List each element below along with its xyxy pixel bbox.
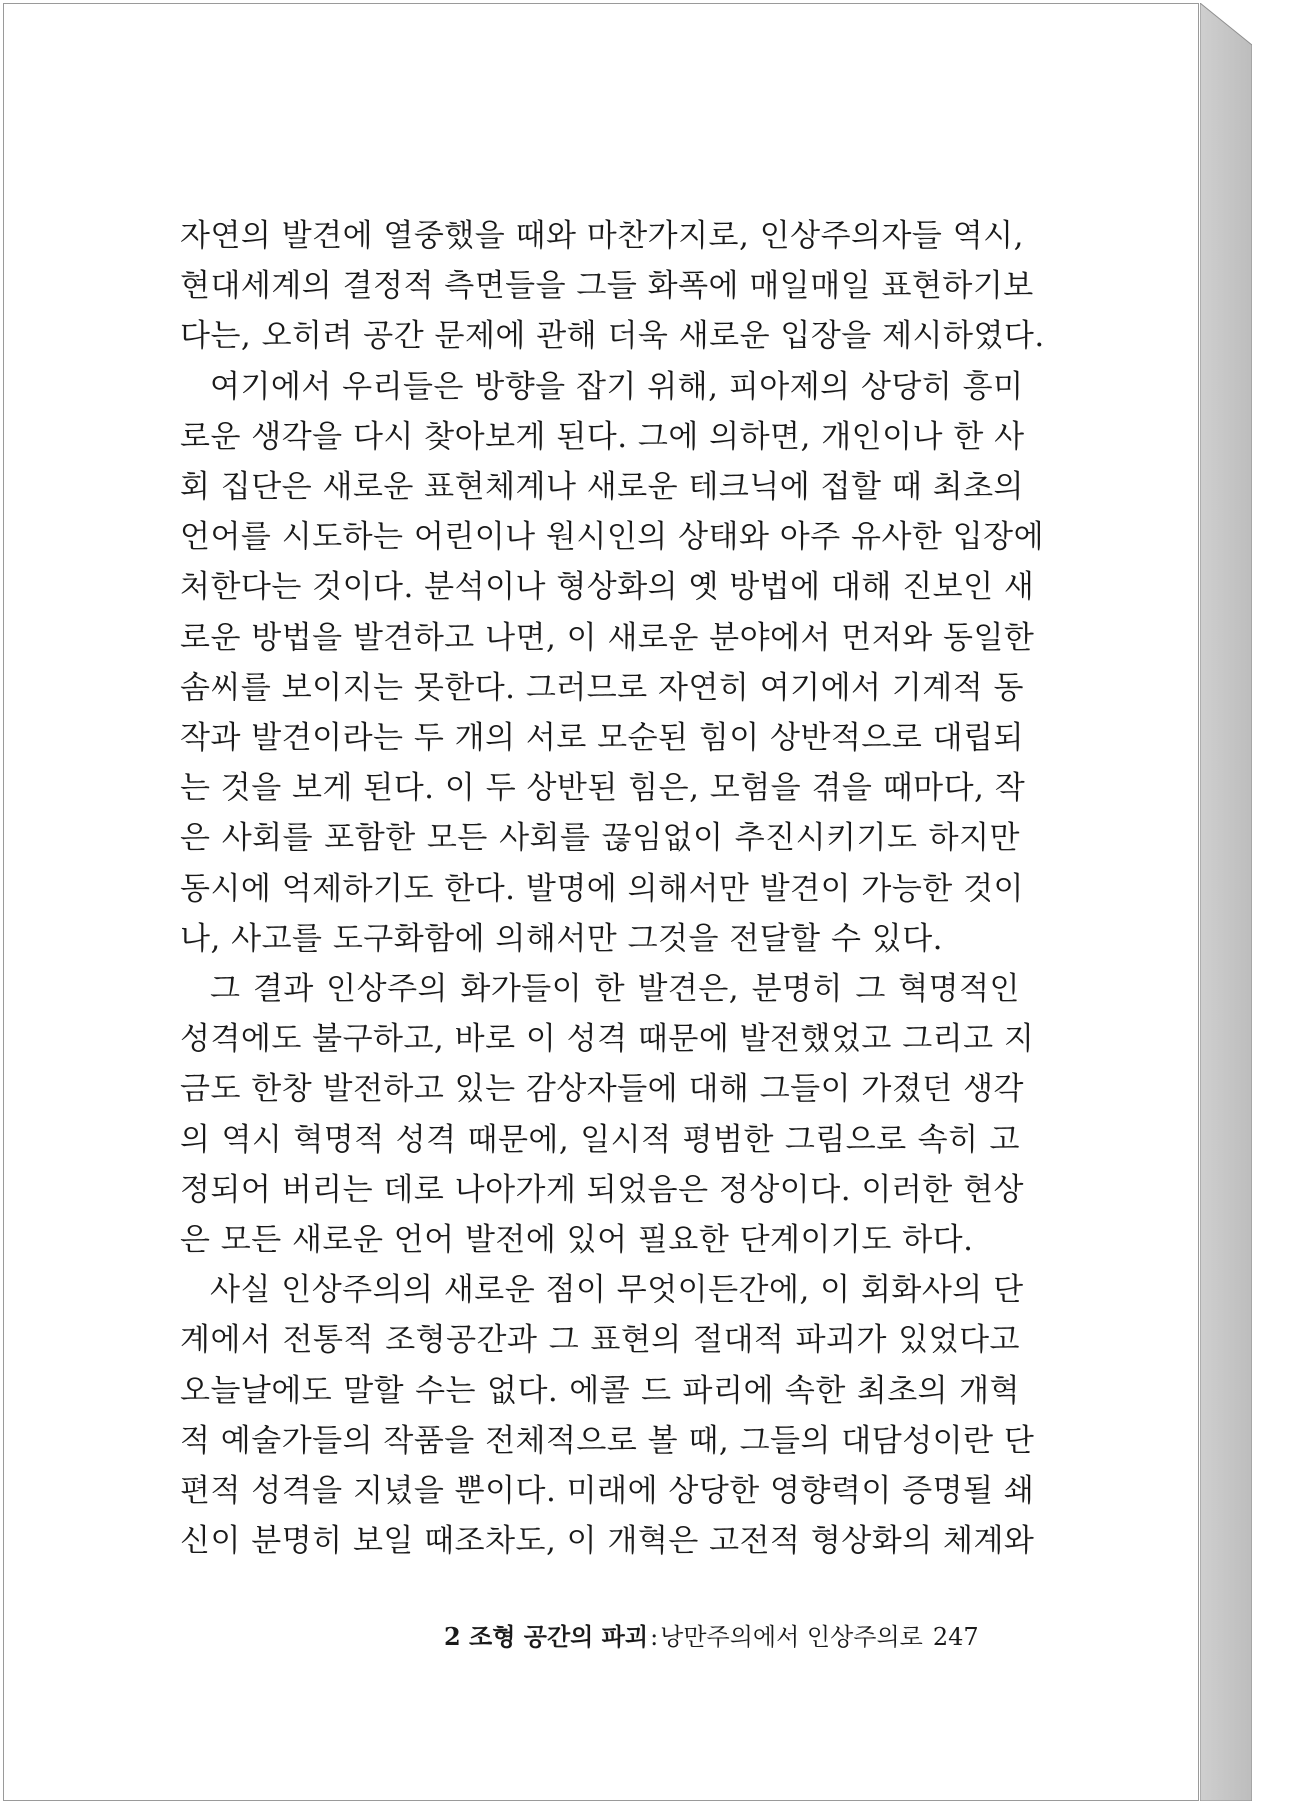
footer-separator: :: [650, 1623, 659, 1651]
text-line: 는 것을 보게 된다. 이 두 상반된 힘은, 모험을 겪을 때마다, 작: [180, 770, 1026, 807]
page-number: 247: [932, 1623, 979, 1651]
text-line: 나, 사고를 도구화함에 의해서만 그것을 전달할 수 있다.: [180, 920, 943, 957]
chapter-subtitle: 낭만주의에서 인상주의로: [660, 1623, 923, 1651]
text-line: 계에서 전통적 조형공간과 그 표현의 절대적 파괴가 있었다고: [180, 1322, 1020, 1359]
text-line: 로운 방법을 발견하고 나면, 이 새로운 분야에서 먼저와 동일한: [180, 619, 1035, 656]
text-line: 여기에서 우리들은 방향을 잡기 위해, 피아제의 상당히 흥미: [210, 368, 1024, 405]
text-line: 그 결과 인상주의 화가들이 한 발견은, 분명히 그 혁명적인: [210, 971, 1020, 1008]
text-line: 의 역시 혁명적 성격 때문에, 일시적 평범한 그림으로 속히 고: [180, 1121, 1020, 1158]
page-stack-edge: [1200, 3, 1252, 1801]
text-line: 언어를 시도하는 어린이나 원시인의 상태와 아주 유사한 입장에: [180, 519, 1045, 556]
text-line: 금도 한창 발전하고 있는 감상자들에 대해 그들이 가졌던 생각: [180, 1071, 1024, 1108]
text-line: 현대세계의 결정적 측면들을 그들 화폭에 매일매일 표현하기보: [180, 268, 1034, 305]
paragraph-3: [180, 964, 1035, 1265]
text-line: 편적 성격을 지녔을 뿐이다. 미래에 상당한 영향력이 증명될 쇄: [180, 1473, 1035, 1510]
text-line: 작과 발견이라는 두 개의 서로 모순된 힘이 상반적으로 대립되: [180, 720, 1024, 757]
paragraph-1: [180, 211, 1045, 362]
running-footer: [444, 1617, 1004, 1652]
chapter-title: 2 조형 공간의 파괴: [444, 1622, 649, 1651]
body-text: [180, 211, 1045, 1566]
text-line: 오늘날에도 말할 수는 없다. 에콜 드 파리에 속한 최초의 개혁: [180, 1372, 1020, 1409]
paragraph-4: [180, 1265, 1035, 1566]
paragraph-2: [180, 362, 1045, 964]
text-line: 자연의 발견에 열중했을 때와 마찬가지로, 인상주의자들 역시,: [180, 218, 1024, 254]
text-line: 은 모든 새로운 언어 발전에 있어 필요한 단계이기도 하다.: [180, 1222, 974, 1259]
text-line: 동시에 억제하기도 한다. 발명에 의해서만 발견이 가능한 것이: [180, 870, 1024, 907]
text-line: 신이 분명히 보일 때조차도, 이 개혁은 고전적 형상화의 체계와: [180, 1523, 1035, 1560]
book-page: [3, 3, 1199, 1801]
text-line: 다는, 오히려 공간 문제에 관해 더욱 새로운 입장을 제시하였다.: [180, 318, 1045, 355]
text-line: 정되어 버리는 데로 나아가게 되었음은 정상이다. 이러한 현상: [180, 1171, 1024, 1208]
text-line: 사실 인상주의의 새로운 점이 무엇이든간에, 이 회화사의 단: [210, 1272, 1024, 1309]
text-line: 솜씨를 보이지는 못한다. 그러므로 자연히 여기에서 기계적 동: [180, 669, 1024, 706]
text-line: 은 사회를 포함한 모든 사회를 끊임없이 추진시키기도 하지만: [180, 820, 1020, 857]
text-line: 로운 생각을 다시 찾아보게 된다. 그에 의하면, 개인이나 한 사: [180, 418, 1025, 455]
text-line: 처한다는 것이다. 분석이나 형상화의 옛 방법에 대해 진보인 새: [180, 569, 1035, 606]
text-line: 성격에도 불구하고, 바로 이 성격 때문에 발전했었고 그리고 지: [180, 1021, 1035, 1058]
text-line: 적 예술가들의 작품을 전체적으로 볼 때, 그들의 대담성이란 단: [180, 1422, 1035, 1459]
text-line: 회 집단은 새로운 표현체계나 새로운 테크닉에 접할 때 최초의: [180, 469, 1024, 506]
